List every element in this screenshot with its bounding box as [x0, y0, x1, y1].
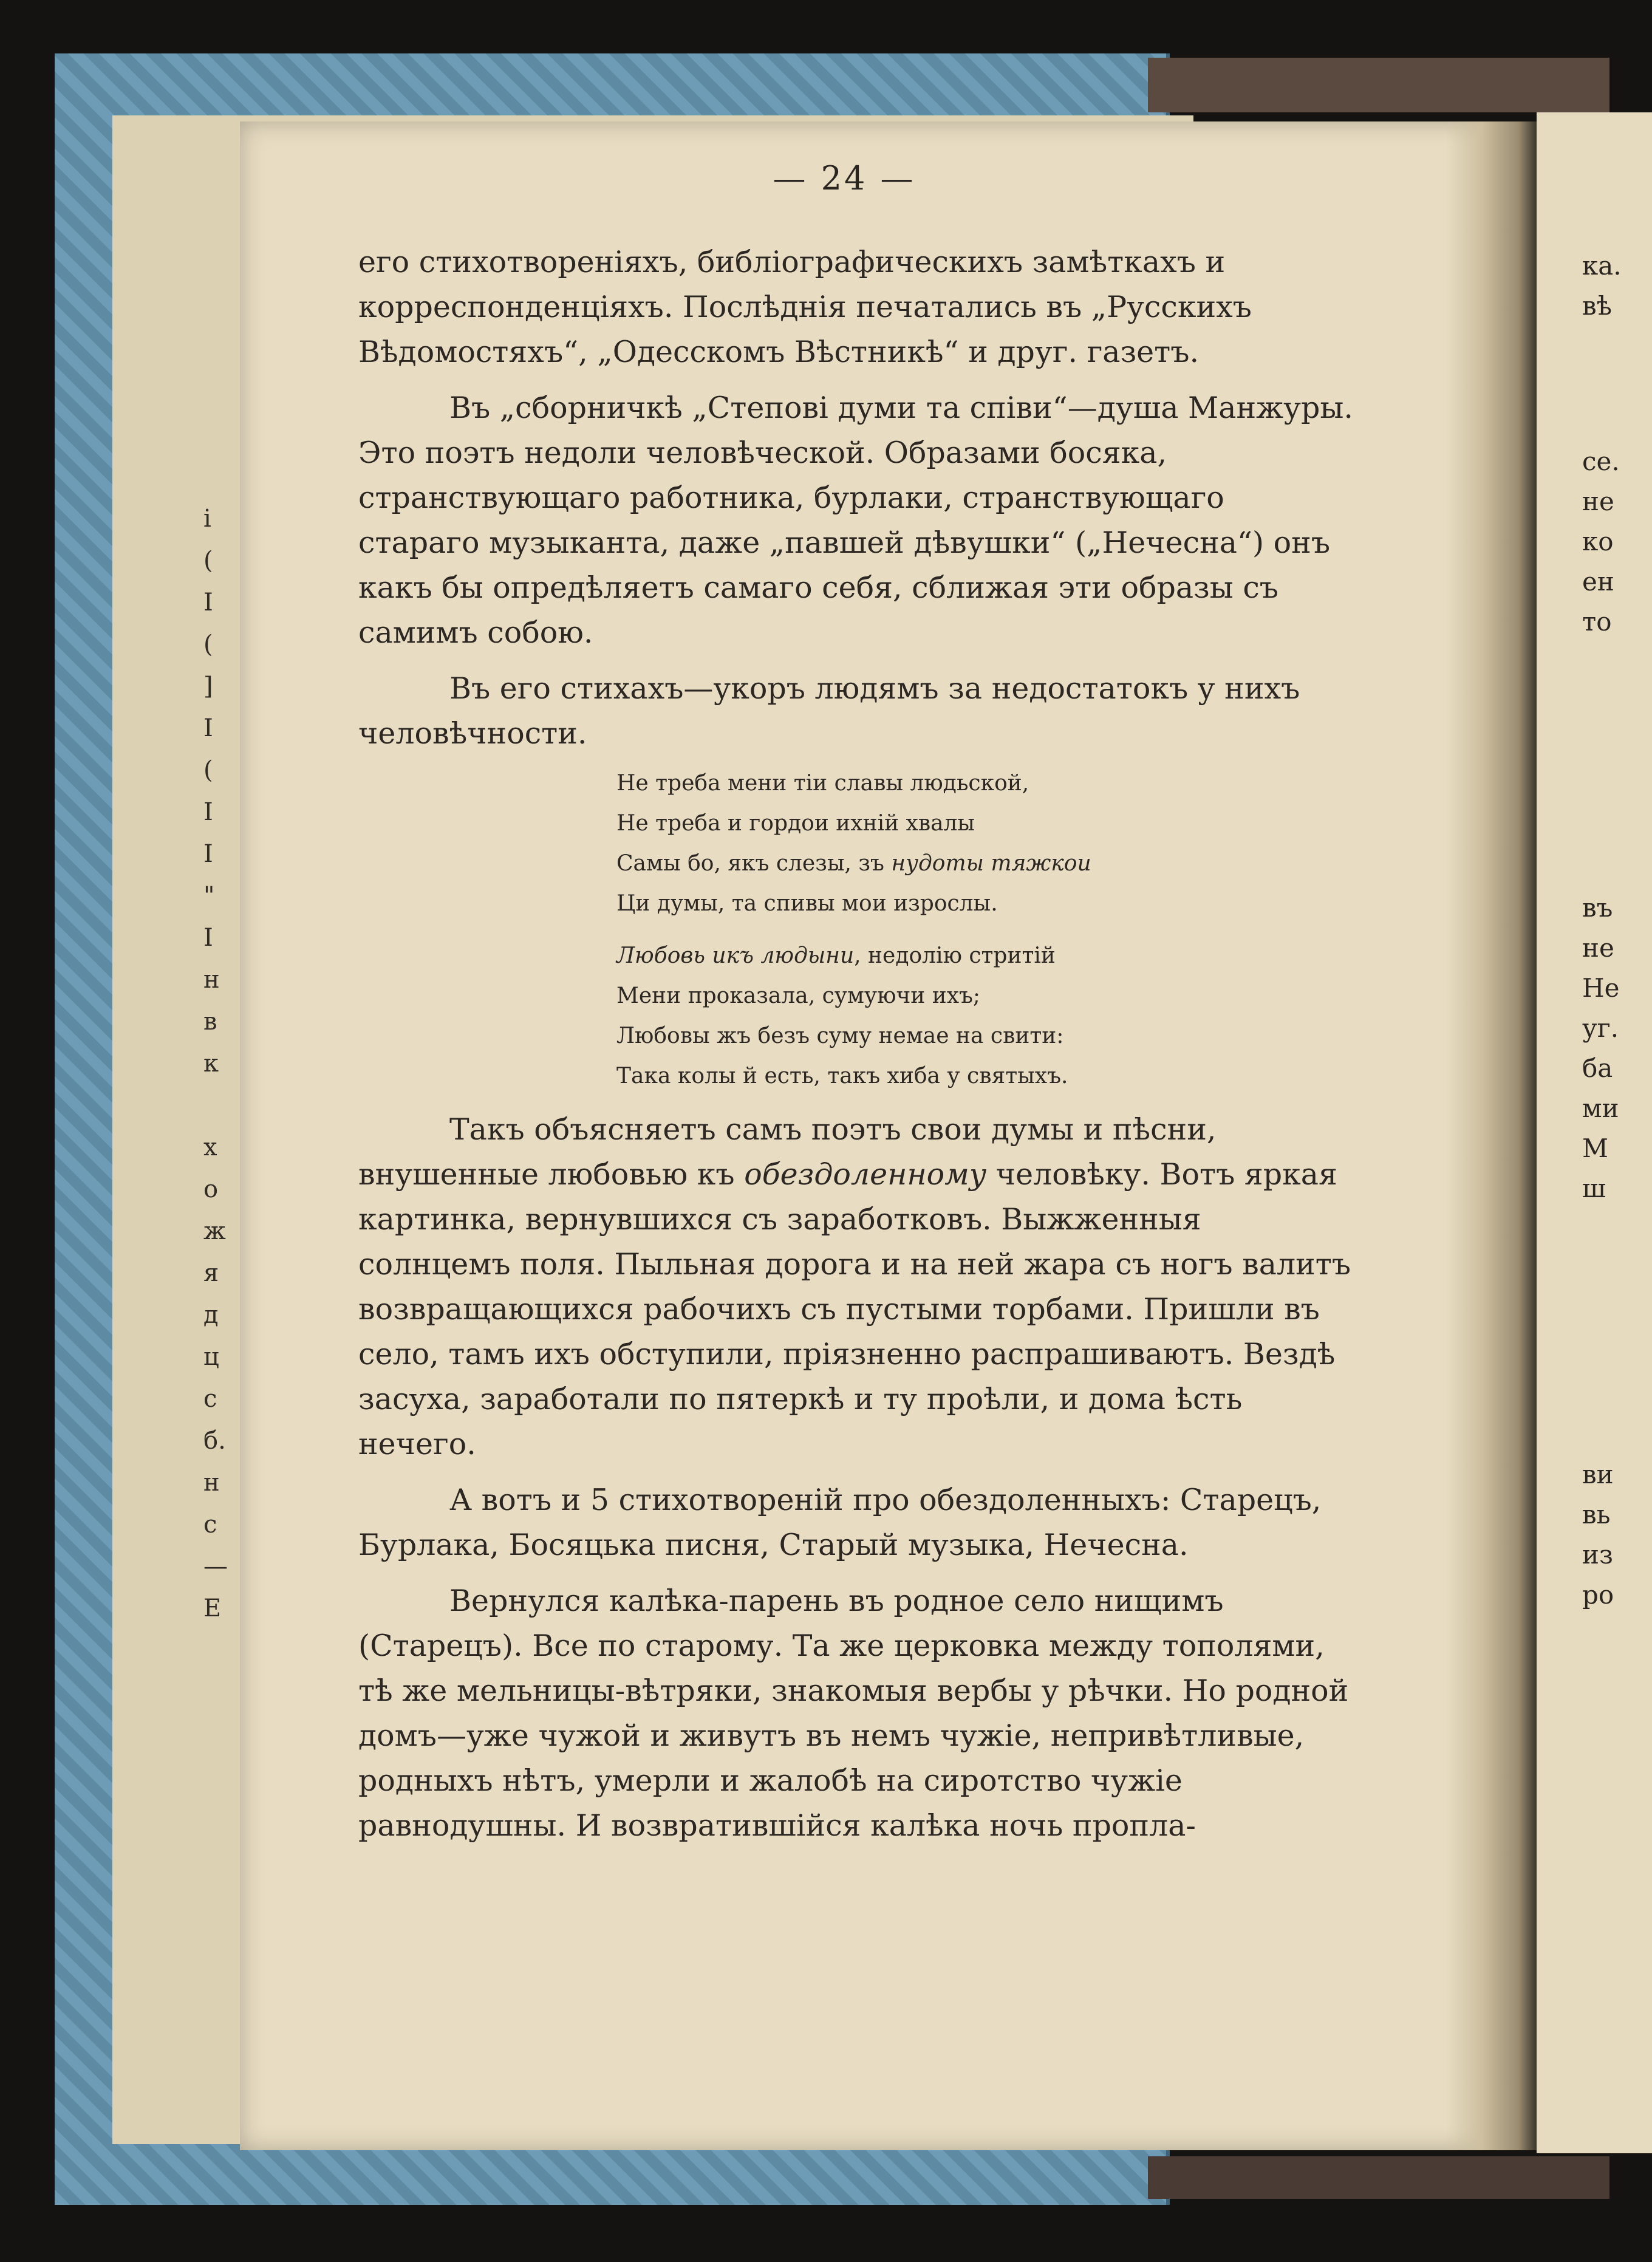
- fragment-line: ви: [1582, 1460, 1614, 1489]
- fragment-line: М: [1582, 1133, 1609, 1163]
- poem-line: Мени проказала, сумуючи ихъ;: [616, 983, 981, 1008]
- fragment-line: вь: [1582, 1500, 1611, 1529]
- fragment-line: —: [203, 1553, 228, 1580]
- paragraph: Въ „сборничкѣ „Степові думи та співи“—душа Манжуры. Это поэтъ недоли человѣческой. Образами босяка, странствующаго работника, бурлаки, странствующаго стараго музыканта, даже „павшей дѣвушки“ („Нечесна“) онъ какъ бы опредѣляетъ самаго себя, сближая эти образы съ самимъ собою.: [358, 391, 1353, 650]
- fragment-line: х: [203, 1133, 217, 1161]
- fragment-line: то: [1582, 607, 1612, 637]
- fragment-line: [203, 1085, 240, 1127]
- fragment-line: ен: [1582, 567, 1614, 596]
- fragment-line: ба: [1582, 1053, 1613, 1083]
- facing-page-fragments: [1582, 246, 1652, 1615]
- poem-line: [616, 936, 1354, 976]
- page-text: [358, 240, 1354, 1848]
- fragment-line: н: [203, 966, 220, 994]
- spacer: [1582, 642, 1652, 773]
- page-number: — 24 —: [773, 159, 916, 197]
- spacer: [1582, 773, 1652, 888]
- fragment-line: не: [1582, 487, 1614, 516]
- fragment-line: о: [203, 1175, 219, 1203]
- paragraph: его стихотвореніяхъ, библіографическихъ замѣткахъ и корреспонденціяхъ. Послѣднія печатались въ „Русскихъ Вѣдомостяхъ“, „Одесскомъ Вѣстникѣ“ и друг. газетъ.: [358, 245, 1252, 369]
- fragment-line: І: [203, 924, 213, 952]
- italic-word: обездоленному: [744, 1157, 987, 1192]
- fragment-line: ж: [203, 1217, 226, 1245]
- paragraph: А вотъ и 5 стихотвореній про обездоленныхъ: Старецъ, Бурлака, Босяцька писня, Старый музыка, Нечесна.: [358, 1483, 1322, 1562]
- fragment-line: ро: [1582, 1580, 1614, 1610]
- paragraph-text: Такъ объясняетъ самъ поэтъ свои думы и пѣсни, внушенные любовью къ: [358, 1112, 1217, 1192]
- fragment-line: ц: [203, 1343, 219, 1371]
- poem-line: Не треба и гордои ихній хвалы: [616, 811, 975, 836]
- poem-line: Ци думы, та спивы мои изрослы.: [616, 891, 998, 916]
- fragment-line: (: [203, 630, 213, 658]
- paragraph-text: человѣку. Вотъ яркая картинка, вернувшихся съ заработковъ. Выжженныя солнцемъ поля. Пыльная дорога и на ней жара съ ногъ валитъ возвращающихся рабочихъ съ пустыми торбами. Пришли въ село, тамъ ихъ обступили, пріязненно распрашиваютъ. Вездѣ засуха, заработали по пятеркѣ и ту проѣли, и дома ѣсть нечего.: [358, 1157, 1351, 1461]
- paragraph: [358, 1107, 1354, 1467]
- fragment-line: д: [203, 1301, 219, 1329]
- poem-italic-phrase: Любовь икъ людыни: [616, 943, 855, 968]
- fragment-line: ]: [203, 672, 213, 700]
- poem-quote: [616, 764, 1354, 1096]
- board-bottom-edge: [1148, 2156, 1609, 2199]
- fragment-line: (: [203, 756, 213, 784]
- fragment-line: се.: [1582, 446, 1620, 476]
- spacer: [1582, 1339, 1652, 1455]
- fragment-line: І: [203, 714, 213, 742]
- fragment-line: с: [203, 1511, 217, 1539]
- fragment-line: въ: [1582, 893, 1613, 923]
- fragment-line: І: [203, 798, 213, 826]
- fragment-line: уг.: [1582, 1013, 1619, 1043]
- fragment-line: я: [203, 1259, 219, 1287]
- poem-line: Любовы жъ безъ суму немае на свити:: [616, 1023, 1064, 1048]
- fragment-line: ми: [1582, 1093, 1619, 1123]
- fragment-line: ка.: [1582, 251, 1622, 281]
- fragment-line: ш: [1582, 1174, 1606, 1203]
- fragment-line: Е: [203, 1594, 222, 1622]
- fragment-line: (: [203, 547, 213, 575]
- left-page-edge-fragments: [203, 498, 240, 1630]
- fragment-line: вѣ: [1582, 291, 1612, 321]
- poem-line: Така колы й есть, такъ хиба у святыхъ.: [616, 1064, 1068, 1088]
- poem-line-text: Самы бо, якъ слезы, зъ: [616, 851, 892, 876]
- fragment-line: ": [203, 882, 215, 910]
- fragment-line: в: [203, 1008, 217, 1036]
- spacer: [1582, 326, 1652, 442]
- fragment-line: І: [203, 840, 213, 868]
- fragment-line: к: [203, 1050, 219, 1078]
- fragment-line: не: [1582, 933, 1614, 963]
- poem-line: [616, 844, 1354, 884]
- fragment-line: н: [203, 1469, 220, 1497]
- poem-italic-phrase: нудоты тяжкои: [891, 851, 1091, 876]
- poem-line: Не треба мени тіи славы людьской,: [616, 771, 1029, 796]
- paragraph: Вернулся калѣка-парень въ родное село нищимъ (Старецъ). Все по старому. Та же церковка между тополями, тѣ же мельницы-вѣтряки, знакомыя вербы у рѣчки. Но родной домъ—уже чужой и живутъ въ немъ чужіе, непривѣтливые, родныхъ нѣтъ, умерли и жалобѣ на сиротство чужіе равнодушны. И возвратившійся калѣка ночь пропла-: [358, 1584, 1349, 1843]
- poem-line-text: , недолію стритій: [854, 943, 1056, 968]
- fragment-line: Не: [1582, 973, 1620, 1003]
- fragment-line: і: [203, 505, 211, 533]
- spacer: [1582, 1209, 1652, 1339]
- fragment-line: из: [1582, 1540, 1613, 1570]
- fragment-line: б.: [203, 1427, 226, 1455]
- paragraph: Въ его стихахъ—укоръ людямъ за недостатокъ у нихъ человѣчности.: [358, 671, 1300, 751]
- book-gutter: [1445, 121, 1537, 2150]
- fragment-line: ко: [1582, 527, 1614, 556]
- board-top-edge: [1148, 58, 1609, 112]
- fragment-line: І: [203, 589, 213, 617]
- fragment-line: с: [203, 1385, 217, 1413]
